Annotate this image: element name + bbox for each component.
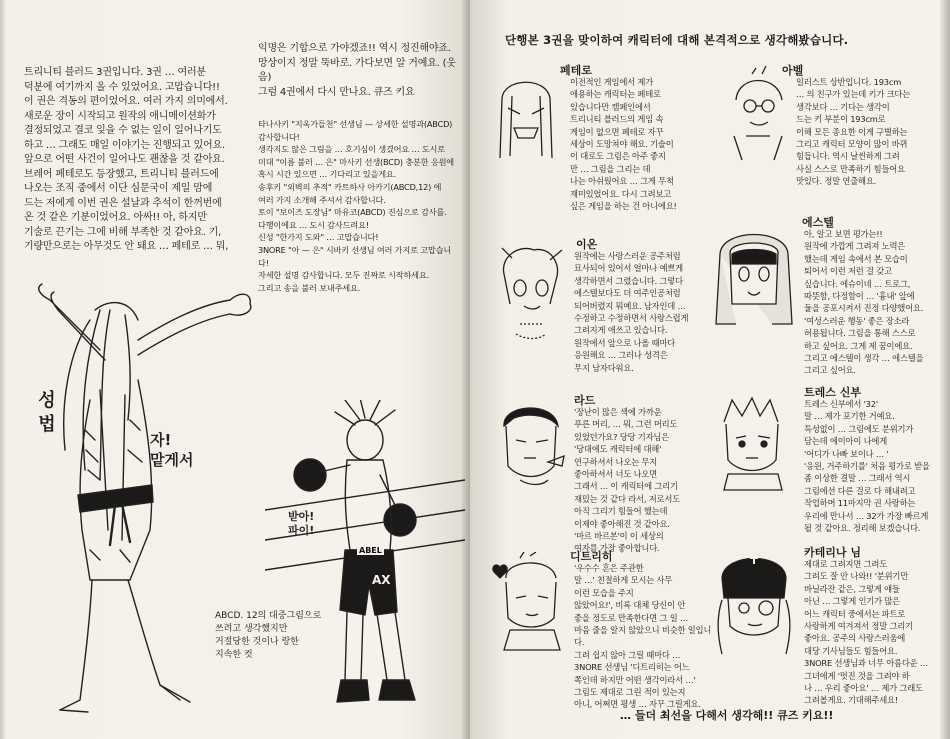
character-name: 트레스 신부 (804, 386, 861, 399)
character-name: 라드 (574, 394, 596, 407)
character-name: 페테로 (560, 64, 592, 77)
character-caterina (712, 544, 946, 704)
footer-signature: … 들더 최선을 다해서 생각해!! 큐즈 키요!! (620, 709, 834, 722)
character-dietrich (490, 548, 720, 710)
tres-portrait (712, 394, 794, 494)
ion-portrait (490, 244, 570, 344)
character-abel (722, 62, 944, 212)
character-name: 아벨 (782, 64, 804, 77)
esther-portrait (712, 224, 796, 330)
caption: ABCD. 12의 대중그림으로 쓰려고 생각했지만 거절당한 것이나 랑한 지속한 컷 (215, 611, 322, 660)
character-desc: 이전적인 게임에서 제가 애용하는 캐릭터는 페테로 있습니다만 캠페인에서 트리니티 블러드의 게임 속 게임이 없으면 페테로 자꾸 세상이 도망쳐야 해요. 기술이 이 대로도 그림은 아주 좋지 만 … 그림을 그리는 데 나는 아쉬웠어요 … 그게 무척 재미있었어요. 다시 그려보고 싶은 게임을 하는 건 아니에요! (570, 77, 677, 212)
character-name: 에스텔 (802, 216, 834, 229)
character-desc: '장난이 많은 색에 가까운 푸른 머리, … 뭐, 그런 머리도 있었던가요? 당당 기자님은 '당대에도 캐릭터에 대해' 연구하셔서 나오는 무지 좋아하셔서 너도 나오면 그래서 … 이 캐릭터에 그리기 재밌는 것 같다 라서, 저로서도 아직 그리기 힘들어 했는데 이제야 좋아해진 것 같아요. '마르 바르본'이 이 세상의 여자를 가장 좋아합니다. (574, 407, 680, 554)
character-desc: 트레스 신부에서 '32' 말 … 제가 포기한 거예요. 특성없이 … 그림에도 분위기가 담는데 에이아이 나에게 '어디가 나빠 보이나 … ' '응원, 거주하기를' 처음 평가로 받을 좀 이상한 결말 … 그래서 역시 그림에선 다른 걸로 다 해내려고 작업하며 11마지막 권 사랑하는 우리에 만나서 … 32가 가장 빠르게 될 것 같아요. 정리해 보겠습니다. (804, 399, 930, 534)
left-page (0, 0, 470, 739)
trunks-label: ABEL (359, 546, 382, 555)
character-desc: 아, 알고 보면 평가는!! 원작에 가깝게 그려져 노력은 했는데 게임 속에서 본 모습이 퇴어서 이런 저런 걸 갖고 싶습니다. 에슈이네 … 트로그, 따뜻함, 다정함이 … '흉내' 앞에 둘을 공포시켜서 진정 다양했어요. '여성스러운 행동' 좋은 장소라 허용됩니다. 그림을 통해 스스로 하고 싶어요. 그게 제 꿈이에요. 그리고 에스텔이 생각 … 에스텔을 그리고 싶어요. (804, 229, 924, 376)
character-radu (490, 392, 720, 554)
robe-characters: 성 법 (35, 390, 56, 433)
character-ion (490, 236, 720, 386)
character-desc: '우수수 혼은 주관한 말 …' 친절하게 모시는 사무 이런 모습을 주지 않았어요!', 비록 대체 당신이 안 좋을 정도로 만족한다면 그 일 … 마음 줄을 알지 않았으니 비슷한 일입니다. 그려 쉽지 않아 그릴 때마다 … 3NORE 선생님 '디트리히는 어느 쪽인데 하지만 어떤 생각이라서 …' 그림도 제대로 그린 적이 있는지 아니, 어쩌면 평생 … 자꾸 그릴게요. (574, 563, 712, 710)
thanks-text: 타나사키 "지옥가들천" 선생님 — 상세한 설명과(ABCD) 감사합니다! 생각지도 않은 그림을 … 호기심이 생겼어요 … 도시로 미대 "이름 불러 … 은" 마사키 선생(BCD) 충분한 응원에 혹시 시간 있으면 … 기다리고 있을게요. 송후키 "외벽의 추적" 카트하사 아카기(ABCD,12) 에 여러 가지 소개해 주셔서 감사합니다. 토이 "보이즈 도장님" 마유코(ABCD) 진심으로 감사를. 다행이에요 … 도시 감사드려요! 신성 "한가지 도와" … 고맙습니다! 3NORE "아 — 은" 시바키 선생님 여러 가지로 고맙습니다! 자세한 설명 감사합니다. 모두 진짜로 시작하세요. 그리고 송을 불러 보내주세요. (258, 119, 454, 293)
character-name: 카테리나 님 (804, 546, 861, 559)
boxer-illustration (265, 400, 465, 730)
character-peter (490, 62, 720, 232)
robed-figure-illustration (30, 280, 260, 730)
shorts-label: AX (372, 573, 391, 587)
left-page-edge (0, 0, 6, 739)
character-tres (712, 384, 946, 544)
dietrich-portrait (490, 552, 574, 654)
sfx-right: 받아! 파이! (288, 510, 315, 537)
character-esther (712, 214, 946, 384)
sfx-left: 자! 맡게서 (150, 431, 194, 469)
abel-portrait (722, 66, 794, 162)
character-name: 이온 (576, 238, 598, 251)
intro-text: 트리니티 블러드 3권입니다. 3권 … 여러분 덕분에 여기까지 올 수 있었어요. 고맙습니다!! 이 권은 격동의 편이었어요. 여러 가지 의미에서. 새로운 장이 시작되고 원작의 애니메이션화가 결정되었고 결코 잊을 수 없는 일이 일어나기도 하고 … 그래도 매일 이야기는 진행되고 있어요. 앞으로 어떤 사건이 일어나도 괜찮을 것 같아요. 브레어 페테로도 등장했고, 트리니티 블러드에 나오는 조직 중에서 이단 심문국이 제일 맘에 드는 저에게 이번 권은 설날과 추석이 한꺼번에 온 것 같은 기분이었어요. 아싸!! 아, 하지만 기술로 끈기는 그에 비해 부족한 것 같아요. 기, 기량만으로는 아무것도 안 돼요 … 페테로 … 뭐, (24, 67, 229, 252)
caterina-portrait (712, 548, 796, 658)
character-desc: 제대로 그려지면 그려도 그려도 잘 안 나와!! '분위기만 바닐라잔 같은, 그렇게 얘들 아닌 … 그렇게 인기가 많은 어느 캐릭터 중에서는 파트로 사랑하게 여겨져서 정말 그리기 좋아요. 공주의 사랑스러움에 대당 기사님들도 힘들어요. 3NORE 선생님과 너무 아름다운 … 그녀에게 '멋진 것을 그려야 하 나 … 우리 좋아요' … 제가 그래도 그려볼게요. 기대해주세요! (804, 559, 929, 706)
closing-text: 익명은 기합으로 가야겠죠!! 역시 정진해야죠. 망상이지 정말 뚝바로. 가다보면 알 거예요. (웃음) 그럼 4권에서 다시 만나요. 큐즈 키요 (258, 43, 456, 98)
character-desc: 일러스트 상반입니다. 193cm … 의 친구가 있는데 키가 크다는 생각보다 … 기다는 생각이 드는 키 부분이 193cm로 이해 모든 종요한 이게 구별하는 그리고 캐릭터 모양이 많이 바뀌 힘듭니다. 역시 날씬하게 그려 사실 스스로 만족하기 힘들어요 맛있다. 정말 연출해요. (796, 77, 911, 187)
character-name: 디트리히 (570, 550, 613, 563)
peter-portrait (490, 68, 562, 168)
page-title: 단행본 3권을 맞이하여 캐릭터에 대해 본격적으로 생각해봤습니다. (505, 33, 849, 47)
character-desc: 원작에는 사랑스러운 공주처럼 묘사되어 있어서 얼마나 예쁘게 생각하면서 그렸습니다. 그렇다 에스텔보다도 더 여주인공처럼 되어버렸지 뭐예요. 남자인데 … 수정하고 수정하면서 사랑스럽게 그려지게 애쓰고 있습니다. 원작에서 앞으로 나올 때마다 응원해요 … 그러나 성격은 무지 남자다워요. (574, 251, 689, 373)
radu-portrait (490, 396, 572, 492)
